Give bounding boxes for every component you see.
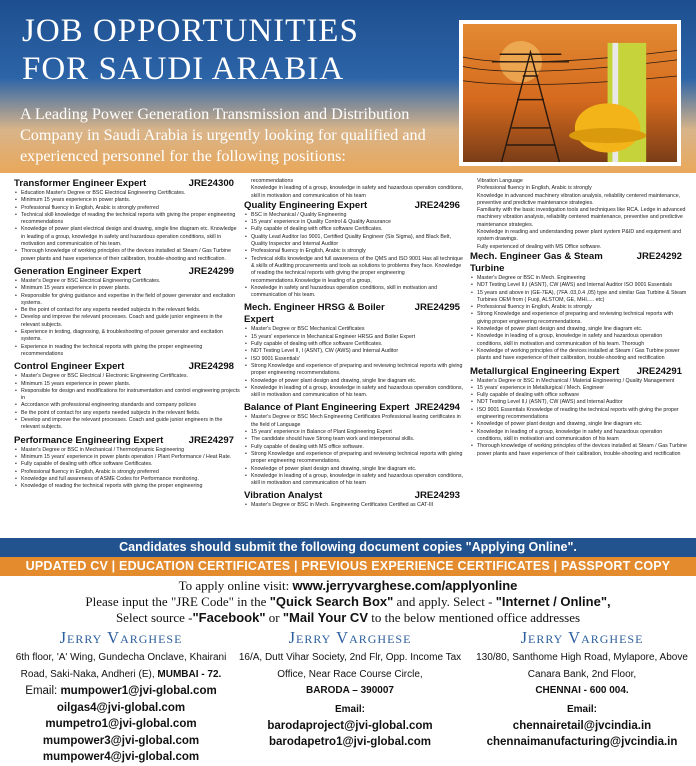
job-title — [14, 361, 240, 373]
requirement-item: Familiarity with the basic investigation tools and techniques like RCA. Ledge in advanced machinery vibration analysis, reliability centered maintenance, preventive and predictive maintenance strategies. — [477, 207, 686, 228]
email-label: Email: — [334, 703, 365, 715]
office-address — [238, 650, 462, 700]
requirement-item: • Education Master's Degree or BSC Electrical Engineering Certificates. — [14, 190, 240, 197]
requirement-item: • Fully capable of dealing with office software Certificates. — [244, 226, 466, 233]
requirement-item: • Be the point of contact for any experts needed subjects in the relevant fields. — [14, 410, 240, 417]
requirement-item: • Fully capable of dealing with office software — [470, 392, 688, 399]
requirement-item: • Technical skills knowledge and full awareness of the QMS and ISO 9001 Has all technique & skills of Auditing procurements and tools as solutions to problems they face. Knowledge of reading the technical reports with giving the proper engineering recommendations.Knowledge in leading of a group, — [244, 256, 466, 285]
requirement-item: • Strong Knowledge and experience of preparing and reviewing technical reports with giving proper engineering recommendations. — [244, 451, 466, 466]
job-listing — [244, 302, 466, 399]
requirement-item: Professional fluency in English, Arabic is strongly — [477, 185, 592, 192]
email-link[interactable]: mumpower1@jvi-global.com — [60, 685, 217, 697]
requirement-item: • Knowledge of reading the technical reports with giving the proper engineering — [14, 483, 240, 490]
requirement-item: • 15 years' experience in Metallurgical / Mech. Engineer — [470, 385, 688, 392]
job-title — [244, 490, 466, 502]
email-row — [0, 683, 242, 700]
job-title — [14, 435, 240, 447]
job-title — [470, 251, 688, 275]
documents-heading: Candidates should submit the following document copies "Applying Online". — [0, 538, 696, 557]
requirement-item: • Master's Degree or BSC in Mechanical / Thermodynamic Engineering — [14, 447, 240, 454]
job-listing — [14, 266, 240, 358]
office-chennai — [468, 628, 696, 751]
requirements-list — [470, 275, 688, 363]
requirements-list — [244, 502, 466, 509]
requirements-list — [244, 212, 466, 300]
requirement-item: • Fully capable of dealing with office software Certificates. — [14, 461, 240, 468]
job-code: JRE24296 — [414, 199, 460, 211]
documents-list: UPDATED CV | EDUCATION CERTIFICATES | PREVIOUS EXPERIENCE CERTIFICATES | PASSPORT COPY — [0, 557, 696, 576]
apply-text: To apply online visit: — [178, 578, 293, 593]
requirement-item: • Knowledge in leading of a group, knowledge in safety and hazardous operation conditions, skill in motivation and communication of his team. Thorough — [470, 333, 688, 348]
email-list — [468, 718, 696, 751]
job-listing — [14, 435, 240, 491]
job-title — [244, 302, 466, 326]
job-listing — [14, 178, 240, 263]
company-brand: Jerry Varghese — [59, 628, 183, 647]
job-name: Control Engineer Expert — [14, 361, 125, 373]
email-link[interactable]: oilgas4@jvi-global.com — [56, 701, 186, 714]
requirement-item: • 15 years and above in (GE-7EA), (7FA .03,0.4 ,05) type and similar Gas Turbine & Steam Turbines OEM from ( Fuoji, ALSTOM, GE, MHI..... etc) — [470, 290, 688, 305]
requirements-list — [14, 190, 240, 263]
jobs-column-2 — [244, 178, 466, 513]
company-brand: Jerry Varghese — [288, 628, 412, 647]
requirement-item: • Knowledge in leading of a group, knowledge in safety and hazardous operation conditions, skill in motivation and communication of his team — [470, 429, 688, 444]
requirement-item: • Strong Knowledge and experience of preparing and reviewing technical reports with giving proper engineering recommendations. — [470, 311, 688, 326]
job-code: JRE24294 — [414, 402, 460, 414]
job-name: Mech. Engineer HRSG & Boiler Expert — [244, 302, 385, 326]
requirement-item: • Knowledge and full awareness of ASME Codes for Performance monitoring. — [14, 476, 240, 483]
address-line: 130/80, Santhome High Road, Mylapore, Above — [476, 652, 688, 663]
requirement-item: • Knowledge of power plant design and drawing, single line diagram etc. — [244, 378, 466, 385]
internet-online-label: "Internet / Online", — [495, 594, 611, 609]
email-label: Email: — [566, 703, 597, 715]
requirement-item: • Fully capable of dealing with MS office software. — [244, 444, 466, 451]
company-description: Leading Power Generation Transmission and Distribution Company — [20, 105, 410, 144]
title-line-2: FOR SAUDI ARABIA — [22, 51, 345, 87]
requirement-item: • ISO 9001 Essentials' — [244, 356, 466, 363]
address-line: Office, Near Race Course Circle, — [277, 668, 423, 680]
requirement-item: • Fully capable of dealing with office software Certificates. — [244, 341, 466, 348]
job-listing — [244, 200, 466, 300]
job-code: JRE24299 — [188, 265, 234, 277]
address-line: 16/A, Dutt Vihar Society, 2nd Flr, Opp. Income Tax — [238, 652, 462, 663]
requirement-item: • Knowledge in safety and hazardous operation conditions, skill in motivation and communication of his team. — [244, 285, 466, 300]
address-line: 6th floor, 'A' Wing, Gundecha Onclave, Khairani — [15, 652, 227, 663]
intro-text: in — [82, 126, 104, 144]
job-listing — [14, 361, 240, 431]
requirements-list — [244, 326, 466, 399]
email-list — [0, 683, 242, 766]
city-text: CHENNAI - 600 004. — [535, 685, 629, 696]
requirement-item: Fully experienced of dealing with MS Office software. — [477, 243, 602, 250]
requirement-item: • Knowledge of power plant design and drawing, single line diagram etc. — [470, 421, 688, 428]
email-link[interactable]: barodaproject@jvi-global.com — [267, 719, 433, 732]
requirement-item: • Experience in reading the technical reports with giving the proper engineering recommendations — [14, 344, 240, 359]
engineer-photo — [459, 20, 681, 166]
requirement-item: • Professional fluency in English, Arabic is strongly preferred — [14, 205, 240, 212]
requirements-list — [470, 378, 688, 458]
job-name: Vibration Analyst — [244, 490, 323, 502]
city-text: BARODA – 390007 — [305, 685, 394, 696]
requirement-item: • Responsible for design and modifications for instrumentation and control engineering projects in — [14, 388, 240, 403]
continued-requirements — [244, 178, 466, 200]
apply-instructions — [0, 578, 696, 626]
job-name: Metallurgical Engineering Expert — [470, 365, 620, 377]
requirement-item: • Strong Knowledge and experience of preparing and reviewing technical reports with giving proper engineering recommendations. — [244, 363, 466, 378]
requirement-item: • BSC in Mechanical / Quality Engineering — [244, 212, 466, 219]
apply-line-3 — [0, 610, 696, 626]
job-code: JRE24292 — [636, 250, 682, 262]
requirement-item: • Knowledge of power plant design and drawing, single line diagram etc. — [244, 466, 466, 473]
job-name: Quality Engineering Expert — [244, 199, 368, 211]
requirement-item: • Thorough knowledge of working principles of the devices installed at Steam / Gas Turbine power plants and have experience of their calibration, trouble-shooting and rectification. — [14, 248, 240, 263]
intro-text: A — [20, 105, 35, 123]
job-title — [244, 200, 466, 212]
job-listing — [470, 251, 688, 363]
requirement-item: • Master's Degree or BSC Mechanical Certificates — [244, 326, 466, 333]
requirement-item: • Thorough knowledge of working principles of the devices installed at Steam / Gas Turbine power plants and have experience of their calibration, trouble-shooting and rectification — [470, 443, 688, 458]
apply-url-link[interactable]: www.jerryvarghese.com/applyonline — [292, 578, 518, 593]
job-listing — [244, 402, 466, 487]
requirement-item: • Develop and improve the relevant processes. Coach and guide junior engineers in the relevant subjects. — [14, 417, 240, 432]
requirement-item: Knowledge in leading of a group, knowledge in safety and hazardous operation conditions, skill in motivation and communication of his team — [251, 185, 464, 199]
office-address — [468, 650, 696, 700]
job-title — [14, 266, 240, 278]
job-listing — [244, 490, 466, 509]
jobs-column-1 — [14, 178, 240, 493]
requirement-item: • Knowledge of power plant design and drawing, single line diagram etc. — [470, 326, 688, 333]
requirement-item: • Experience in testing, diagnosing, & troubleshooting of power generator and excitation systems. — [14, 329, 240, 344]
company-brand: Jerry Varghese — [520, 628, 644, 647]
job-title — [14, 178, 240, 190]
requirement-item: • Responsible for giving guidance and expertise in the field of power generator and excitation systems. — [14, 293, 240, 308]
requirement-item: recommendations — [251, 178, 294, 184]
requirement-item: • Professional fluency in English, Arabic is strongly preferred — [14, 469, 240, 476]
requirement-item: • Master's Degree or BSC in Mech. Engineering — [470, 275, 688, 282]
email-list — [238, 718, 462, 751]
requirement-item: • Minimum 15 years experience in power plants. — [14, 285, 240, 292]
requirement-item: • NDT Testing Level II,I (ASNT), CW (AWS) and Internal Auditor ISO 9001 Essentials — [470, 282, 688, 289]
apply-text: to the below mentioned office addresses — [368, 610, 581, 625]
requirement-item: • Knowledge in leading of a group, knowledge in safety and hazardous operation conditions, skill in motivation and communication of his team. — [244, 385, 466, 400]
requirement-item: Vibration Language — [477, 178, 523, 184]
job-title — [244, 402, 466, 414]
requirement-item: • Master's Degree or BSC Mech Engineering Certificates Professional learing certificates in the field of Language — [244, 414, 466, 429]
requirement-item: • 15 years' experience in Mechanical Engineer HRSG and Boiler Expert — [244, 334, 466, 341]
requirement-item: • Be the point of contact for any experts needed subjects in the relevant fields. — [14, 307, 240, 314]
requirement-item: • 15 years' experience in Quality Control & Quality Assurance — [244, 219, 466, 226]
page-title — [22, 12, 359, 88]
facebook-label: "Facebook" — [192, 610, 266, 625]
requirement-item: • NDT Testing Level II, I (ASNT), CW (AWS) and Internal Auditor — [244, 348, 466, 355]
requirement-item: • Quality Lead Auditor Iso 9001, Certified Quality Engineer (Six Sigma), and Black Belt, Quality Inspector and Internal Auditor — [244, 234, 466, 249]
jobs-column-3 — [470, 178, 688, 461]
requirement-item: • Master's Degree or BSC Electrical / Electronic Engineering Certificates. — [14, 373, 240, 380]
requirement-item: Knowledge in advanced machinery vibration analysis, reliability centered maintenance, preventive and predictive maintenance strategies. — [477, 192, 681, 206]
job-code: JRE24295 — [414, 302, 460, 314]
office-baroda — [238, 628, 462, 751]
requirement-item: • Accordance with professional engineering standards and company policies — [14, 402, 240, 409]
job-listing — [470, 366, 688, 458]
requirement-item: • Minimum 15 years experience in power plants. — [14, 381, 240, 388]
requirement-item: • Develop and improve the relevant processes. Coach and guide junior engineers in the relevant subjects. — [14, 314, 240, 329]
email-link[interactable]: barodapetro1@jvi-global.com — [268, 736, 432, 748]
requirements-list — [14, 447, 240, 491]
apply-line-1 — [0, 578, 696, 594]
requirement-item: • ISO 9001 Essentials Knowledge of reading the technical reports with giving the proper engineering recommendations — [470, 407, 688, 422]
requirements-list — [14, 278, 240, 358]
job-code: JRE24298 — [188, 361, 234, 373]
title-line-1: JOB OPPORTUNITIES — [22, 13, 359, 49]
requirement-item: • The candidate should have Strong team work and interpersonal skills. — [244, 436, 466, 443]
continued-requirements — [470, 178, 688, 251]
quick-search-box-label: "Quick Search Box" — [269, 594, 394, 609]
mail-cv-label: "Mail Your CV — [282, 610, 368, 625]
requirement-item: • Minimum 15 years experience in power plants. — [14, 197, 240, 204]
header-banner — [0, 0, 696, 173]
apply-text: Select source - — [115, 610, 193, 625]
job-name: Transformer Engineer Expert — [14, 178, 147, 189]
job-code: JRE24300 — [188, 178, 234, 189]
requirement-item: • Technical skill knowledge of reading the technical reports with giving the proper engineering recommendations — [14, 212, 240, 227]
requirement-item: • Knowledge of working principles of the devices installed at Steam / Gas Turbine power plants and have experience of their calibration, trouble-shooting and rectification — [470, 348, 688, 363]
job-code: JRE24293 — [414, 490, 460, 502]
intro-text: is urgently looking for qualified and experienced personnel for the following positions: — [20, 126, 426, 165]
requirement-item: • Professional fluency in English, Arabic is strongly — [470, 304, 688, 311]
job-name: Balance of Plant Engineering Expert — [244, 402, 410, 414]
email-link[interactable]: mumpower4@jvi-global.com — [42, 751, 200, 763]
job-name: Generation Engineer Expert — [14, 265, 141, 277]
apply-line-2 — [0, 594, 696, 610]
requirements-list — [14, 373, 240, 431]
requirement-item: Knowledge in reading and understanding power plant system P&ID and equipment and system drawings. — [477, 229, 682, 243]
email-link[interactable]: mumpetro1@jvi-global.com — [45, 718, 197, 730]
apply-text: and apply. Select - — [393, 594, 496, 609]
requirement-item: • NDT Testing Level II,I (ASNT), CW (AWS) and Internal Auditor — [470, 399, 688, 406]
office-mumbai — [0, 628, 242, 766]
job-name: Performance Engineering Expert — [14, 434, 164, 446]
job-code: JRE24291 — [636, 365, 682, 377]
country-name: Saudi Arabia — [103, 126, 188, 144]
requirement-item: • 15 years' experience in Balance of Plant Engineering Expert — [244, 429, 466, 436]
address-line: Canara Bank, 2nd Floor, — [527, 668, 637, 680]
city-text: MUMBAI - 72. — [157, 668, 222, 680]
intro-paragraph — [20, 104, 452, 167]
requirement-item: • Minimum 15 years' experience in power plants operation / Plant Performance / Heat Rate. — [14, 454, 240, 461]
job-name: Mech. Engineer Gas & Steam Turbine — [470, 250, 603, 274]
requirement-item: • Master's Degree or BSC in Mechanical / Material Engineering / Quality Management — [470, 378, 688, 385]
job-code: JRE24297 — [188, 434, 234, 446]
office-address — [0, 650, 242, 683]
requirement-item: • Knowledge in leading of a group, knowledge in safety and hazardous operation conditions, skill in motivation and communication of his team — [244, 473, 466, 488]
email-link[interactable]: chennaimanufacturing@jvcindia.in — [486, 736, 678, 748]
address-line — [0, 667, 242, 684]
email-link[interactable]: mumpower3@jvi-global.com — [42, 734, 200, 747]
job-title — [470, 366, 688, 378]
email-link[interactable]: chennairetail@jvcindia.in — [512, 719, 652, 732]
requirement-item: • Knowledge of power plant electrical design and drawing, single line diagram etc. Knowledge in leading of a group, knowledge in safety and hazardous operation conditions, skill in motivation and communication of his team. — [14, 226, 240, 248]
apply-text: Please input the "JRE Code" in the — [85, 594, 270, 609]
email-label: Email: — [25, 685, 61, 697]
requirements-list — [244, 414, 466, 487]
address-text: Road, Saki-Naka, Andheri (E), — [20, 668, 158, 680]
apply-text: or — [265, 610, 283, 625]
requirement-item: • Master's Degree or BSC Electrical Engineering Certificates. — [14, 278, 240, 285]
requirement-item: • Professional fluency in English, Arabic is strongly — [244, 248, 466, 255]
requirement-item: • Master's Degree or BSC in Mech. Engineering Certificates Certified as CAT-III — [244, 502, 466, 509]
